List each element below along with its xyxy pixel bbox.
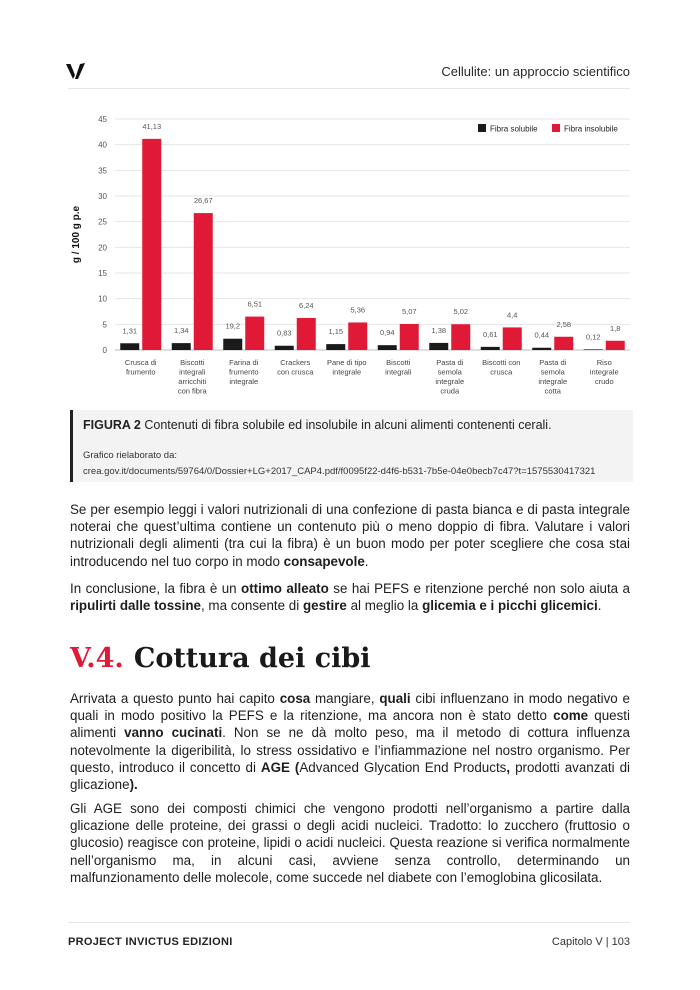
bar-insoluble (142, 139, 161, 350)
bar-soluble (532, 348, 551, 350)
section-number: V.4. (70, 643, 124, 674)
x-tick-label: Pane di tipo (326, 358, 367, 367)
y-tick-label: 45 (98, 115, 107, 124)
y-tick-label: 35 (98, 166, 107, 176)
x-tick-label: integrale (589, 367, 619, 377)
x-tick-label: integrale (435, 377, 465, 386)
x-tick-label: crudo (594, 377, 614, 386)
text-run: ). (129, 777, 138, 793)
text-run: . Non se ne dà molto peso, ma il metodo di cottura influenza notevolmente la digeribilità, lo stress ossidativo e l’infiammazione nel nostro organismo. Per questo, introduco il concetto di (70, 725, 630, 775)
x-tick-label: Biscotti (180, 358, 205, 367)
y-tick-label: 15 (98, 269, 107, 278)
x-tick-label: Crackers (280, 358, 311, 367)
x-tick-label: integrale (538, 377, 568, 386)
legend-label: Fibra solubile (490, 124, 538, 134)
data-label: 1,31 (122, 326, 138, 336)
bar-insoluble (554, 337, 573, 350)
text-run: ottimo alleato (241, 581, 329, 596)
x-tick-label: Crusca di (124, 358, 157, 367)
text-run: al meglio la (346, 598, 423, 614)
x-tick-label: integrali (179, 367, 206, 377)
text-run: , (506, 759, 511, 775)
bar-soluble (326, 344, 345, 350)
text-run: consapevole (283, 553, 365, 569)
section-heading (70, 643, 371, 674)
bar-soluble (172, 343, 191, 350)
x-tick-label: arricchiti (178, 377, 207, 386)
bar-soluble (120, 343, 139, 350)
data-label: 0,44 (534, 330, 550, 340)
text-run: In conclusione, la fibra è un (70, 581, 242, 596)
y-tick-label: 25 (98, 217, 107, 227)
text-run: ripulirti dalle tossine (70, 598, 201, 614)
figure-label: FIGURA 2 (83, 418, 141, 432)
data-label: 1,34 (173, 326, 189, 336)
bar-insoluble (606, 341, 625, 350)
footer-page-ref: Capitolo V | 103 (551, 936, 630, 948)
text-run: cibi influenzano in modo negativo e quali in modo positivo la PEFS e la ritenzione, ma ancora non è stato detto (70, 691, 630, 724)
data-label: 26,67 (193, 196, 213, 206)
x-tick-label: Pasta di (539, 358, 567, 367)
text-run: . (364, 553, 369, 569)
y-tick-label: 5 (102, 320, 107, 330)
data-label: 1,38 (431, 325, 447, 335)
x-tick-label: con crusca (277, 367, 314, 377)
data-label: 6,24 (298, 300, 314, 310)
data-label: 2,58 (556, 319, 572, 329)
bar-insoluble (400, 324, 419, 350)
data-label: 0,94 (379, 328, 395, 338)
section-title: Cottura dei cibi (133, 643, 371, 674)
logo-v-icon (66, 62, 86, 80)
data-label: 0,12 (585, 332, 601, 342)
paragraph-conclusion (70, 580, 630, 614)
data-label: 5,02 (453, 307, 469, 317)
text-run: glicemia e i picchi glicemici (422, 598, 598, 614)
bar-insoluble (297, 318, 316, 350)
y-tick-label: 30 (98, 192, 107, 201)
data-label: 5,36 (350, 305, 366, 315)
bar-insoluble (245, 317, 264, 350)
data-label: 1,8 (610, 323, 621, 333)
text-run: gestire (302, 598, 347, 614)
bar-insoluble (451, 324, 470, 350)
bar-insoluble (194, 213, 213, 350)
text-run: , ma consente di (200, 598, 303, 614)
x-tick-label: semola (437, 367, 462, 377)
data-label: 5,07 (401, 306, 417, 316)
figure-caption (70, 410, 633, 482)
x-tick-label: Pasta di (436, 358, 464, 367)
paragraph-cooking-intro (70, 690, 630, 793)
y-axis-label: g / 100 g p.e (71, 205, 82, 264)
publisher-logo (66, 62, 86, 85)
text-run: come (553, 708, 589, 724)
x-tick-label: Biscotti (386, 358, 411, 367)
header-divider (68, 88, 630, 89)
data-label: 4,4 (507, 310, 518, 320)
paragraph-age-definition (70, 800, 630, 886)
figure-source-url: crea.gov.it/documents/59764/0/Dossier+LG+2017_CAP4.pdf/f0095f22-d4f6-b531-7b5e-04e0becb7c47?t=1575530417321 (83, 466, 596, 477)
text-run: mangiare, (310, 691, 380, 706)
y-tick-label: 40 (98, 140, 107, 150)
x-tick-label: con fibra (177, 386, 207, 396)
footer-divider (68, 922, 630, 923)
bar-soluble (275, 346, 294, 350)
text-run: Arrivata a questo punto hai capito (70, 691, 280, 706)
figure-caption-text: Contenuti di fibra solubile ed insolubile in alcuni alimenti contenenti cerali. (144, 418, 552, 432)
x-tick-label: Farina di (229, 358, 259, 367)
running-title: Cellulite: un approccio scientifico (441, 64, 630, 79)
bar-soluble (481, 347, 500, 350)
footer-publisher: PROJECT INVICTUS EDIZIONI (68, 936, 233, 948)
legend-swatch-soluble (478, 124, 486, 132)
bar-soluble (584, 349, 603, 350)
x-tick-label: cotta (544, 386, 561, 396)
y-tick-label: 20 (98, 243, 107, 253)
legend-swatch-insoluble (552, 124, 560, 132)
x-tick-label: integrale (229, 377, 259, 386)
data-label: 41,13 (142, 121, 162, 131)
text-run: se hai PEFS e ritenzione perché non solo aiuta a (328, 581, 630, 596)
text-run: Se per esempio leggi i valori nutrizionali di una confezione di pasta bianca e di pasta integrale noterai che quest’ultima contiene un contenuto più o meno doppio di fibra. Valutare i valori nutrizionali degli alimenti (tra cui la fibra) è un buon modo per poter scegliere che cosa stai introducendo nel tuo corpo in modo (70, 502, 630, 569)
x-tick-label: integrali (385, 367, 412, 377)
bar-soluble (378, 345, 397, 350)
x-tick-label: integrale (332, 367, 362, 377)
fiber-bar-chart (60, 105, 640, 405)
text-run: . (597, 598, 602, 614)
x-tick-label: Riso (596, 358, 612, 367)
y-tick-label: 0 (102, 346, 107, 355)
x-tick-label: cruda (440, 386, 460, 396)
paragraph-nutrition-labels (70, 501, 630, 570)
text-run: Advanced Glycation End Products (299, 759, 507, 775)
data-label: 0,61 (482, 329, 498, 339)
text-run: prodotti avanzati di glicazione (70, 759, 630, 793)
bar-soluble (429, 343, 448, 350)
y-tick-label: 10 (98, 294, 107, 304)
text-run: AGE ( (260, 759, 300, 775)
x-tick-label: frumento (228, 367, 259, 377)
bar-soluble (223, 339, 242, 350)
x-tick-label: frumento (125, 367, 156, 377)
x-tick-label: semola (540, 367, 565, 377)
text-run: cosa (279, 691, 311, 706)
text-run: questi alimenti (70, 708, 630, 741)
data-label: 1,15 (328, 327, 344, 337)
data-label: 6,51 (247, 299, 263, 309)
data-label: 19,2 (225, 321, 241, 331)
x-tick-label: Biscotti con (482, 358, 521, 367)
text-run: vanno cucinati (124, 725, 223, 741)
legend-label: Fibra insolubile (564, 124, 618, 134)
x-tick-label: crusca (490, 367, 513, 377)
text-run: Gli AGE sono dei composti chimici che vengono prodotti nell’organismo a partire dalla glicazione delle proteine, dei grassi o degli acidi nucleici. Tradotto: lo zucchero (fruttosio o glucosio) reagisce con proteine, lipidi o acidi nucleici. Questa reazione si verifica normalmente nell’organismo ma, in alcuni casi, avviene senza controllo, determinando un malfunzionamento delle molecole, come succede nel diabete con l’emoglobina glicosilata. (70, 801, 630, 885)
data-label: 0,83 (276, 328, 292, 338)
bar-insoluble (348, 322, 367, 350)
bar-insoluble (503, 327, 522, 350)
text-run: quali (379, 691, 411, 706)
figure-source-intro: Grafico rielaborato da: (83, 450, 177, 461)
